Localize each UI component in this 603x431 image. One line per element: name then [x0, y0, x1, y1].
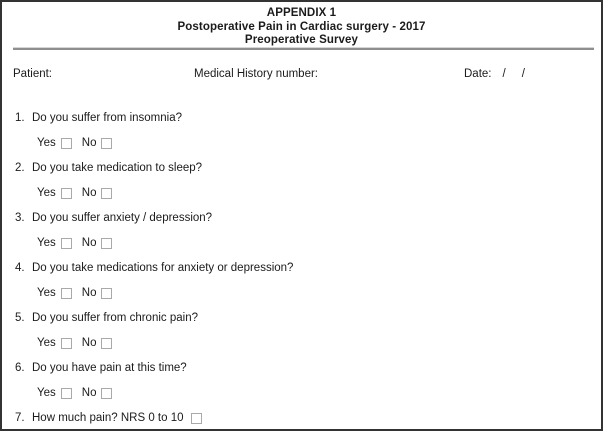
yes-label: Yes [37, 286, 56, 299]
question-1 [15, 105, 595, 130]
question-text: Do you suffer from chronic pain? [32, 311, 198, 324]
date-label: Date: [464, 68, 492, 80]
no-label: No [81, 186, 97, 199]
question-number: 3. [15, 211, 25, 224]
question-5 [15, 305, 595, 330]
question-6-yes-checkbox[interactable] [61, 388, 72, 399]
question-1-no-checkbox[interactable] [101, 138, 112, 149]
question-text: Do you suffer anxiety / depression? [32, 211, 213, 224]
page-header [2, 7, 601, 48]
question-3-no-checkbox[interactable] [101, 238, 112, 249]
question-2-answers [15, 180, 595, 205]
question-3-yes-checkbox[interactable] [61, 238, 72, 249]
question-7 [15, 405, 595, 430]
appendix-title: APPENDIX 1 [266, 7, 337, 19]
question-2-yes-checkbox[interactable] [61, 188, 72, 199]
question-4-no-checkbox[interactable] [101, 288, 112, 299]
question-number: 4. [15, 261, 25, 274]
question-3 [15, 205, 595, 230]
question-5-no-checkbox[interactable] [101, 338, 112, 349]
yes-label: Yes [37, 386, 56, 399]
medical-history-label: Medical History number: [194, 68, 318, 80]
no-label: No [81, 336, 97, 349]
no-label: No [81, 286, 97, 299]
question-number: 2. [15, 161, 25, 174]
question-5-answers [15, 330, 595, 355]
header-divider [13, 47, 594, 50]
date-field [464, 68, 525, 80]
question-text: Do you suffer from insomnia? [32, 111, 182, 124]
patient-info-row [2, 68, 601, 84]
no-label: No [81, 236, 97, 249]
yes-label: Yes [37, 186, 56, 199]
no-label: No [81, 386, 97, 399]
patient-label: Patient: [13, 68, 52, 80]
question-4-yes-checkbox[interactable] [61, 288, 72, 299]
question-text: Do you have pain at this time? [32, 361, 187, 374]
question-1-answers [15, 130, 595, 155]
question-number: 1. [15, 111, 25, 124]
question-number: 6. [15, 361, 25, 374]
no-label: No [81, 136, 97, 149]
question-number: 5. [15, 311, 25, 324]
question-4 [15, 255, 595, 280]
survey-title: Postoperative Pain in Cardiac surgery - 2017 [177, 20, 426, 33]
question-6 [15, 355, 595, 380]
date-slash-1: / [502, 68, 506, 80]
question-2 [15, 155, 595, 180]
question-text: How much pain? NRS 0 to 10 [32, 411, 184, 424]
question-6-answers [15, 380, 595, 405]
date-slash-2: / [521, 68, 525, 80]
yes-label: Yes [37, 136, 56, 149]
question-list [15, 105, 595, 430]
question-4-answers [15, 280, 595, 305]
question-number: 7. [15, 411, 25, 424]
question-7-nrs-checkbox[interactable] [191, 413, 202, 424]
question-5-yes-checkbox[interactable] [61, 338, 72, 349]
yes-label: Yes [37, 336, 56, 349]
question-text: Do you take medication to sleep? [32, 161, 203, 174]
yes-label: Yes [37, 236, 56, 249]
question-1-yes-checkbox[interactable] [61, 138, 72, 149]
question-text: Do you take medications for anxiety or depression? [32, 261, 294, 274]
survey-subtitle: Preoperative Survey [244, 34, 359, 46]
question-6-no-checkbox[interactable] [101, 388, 112, 399]
question-2-no-checkbox[interactable] [101, 188, 112, 199]
question-3-answers [15, 230, 595, 255]
